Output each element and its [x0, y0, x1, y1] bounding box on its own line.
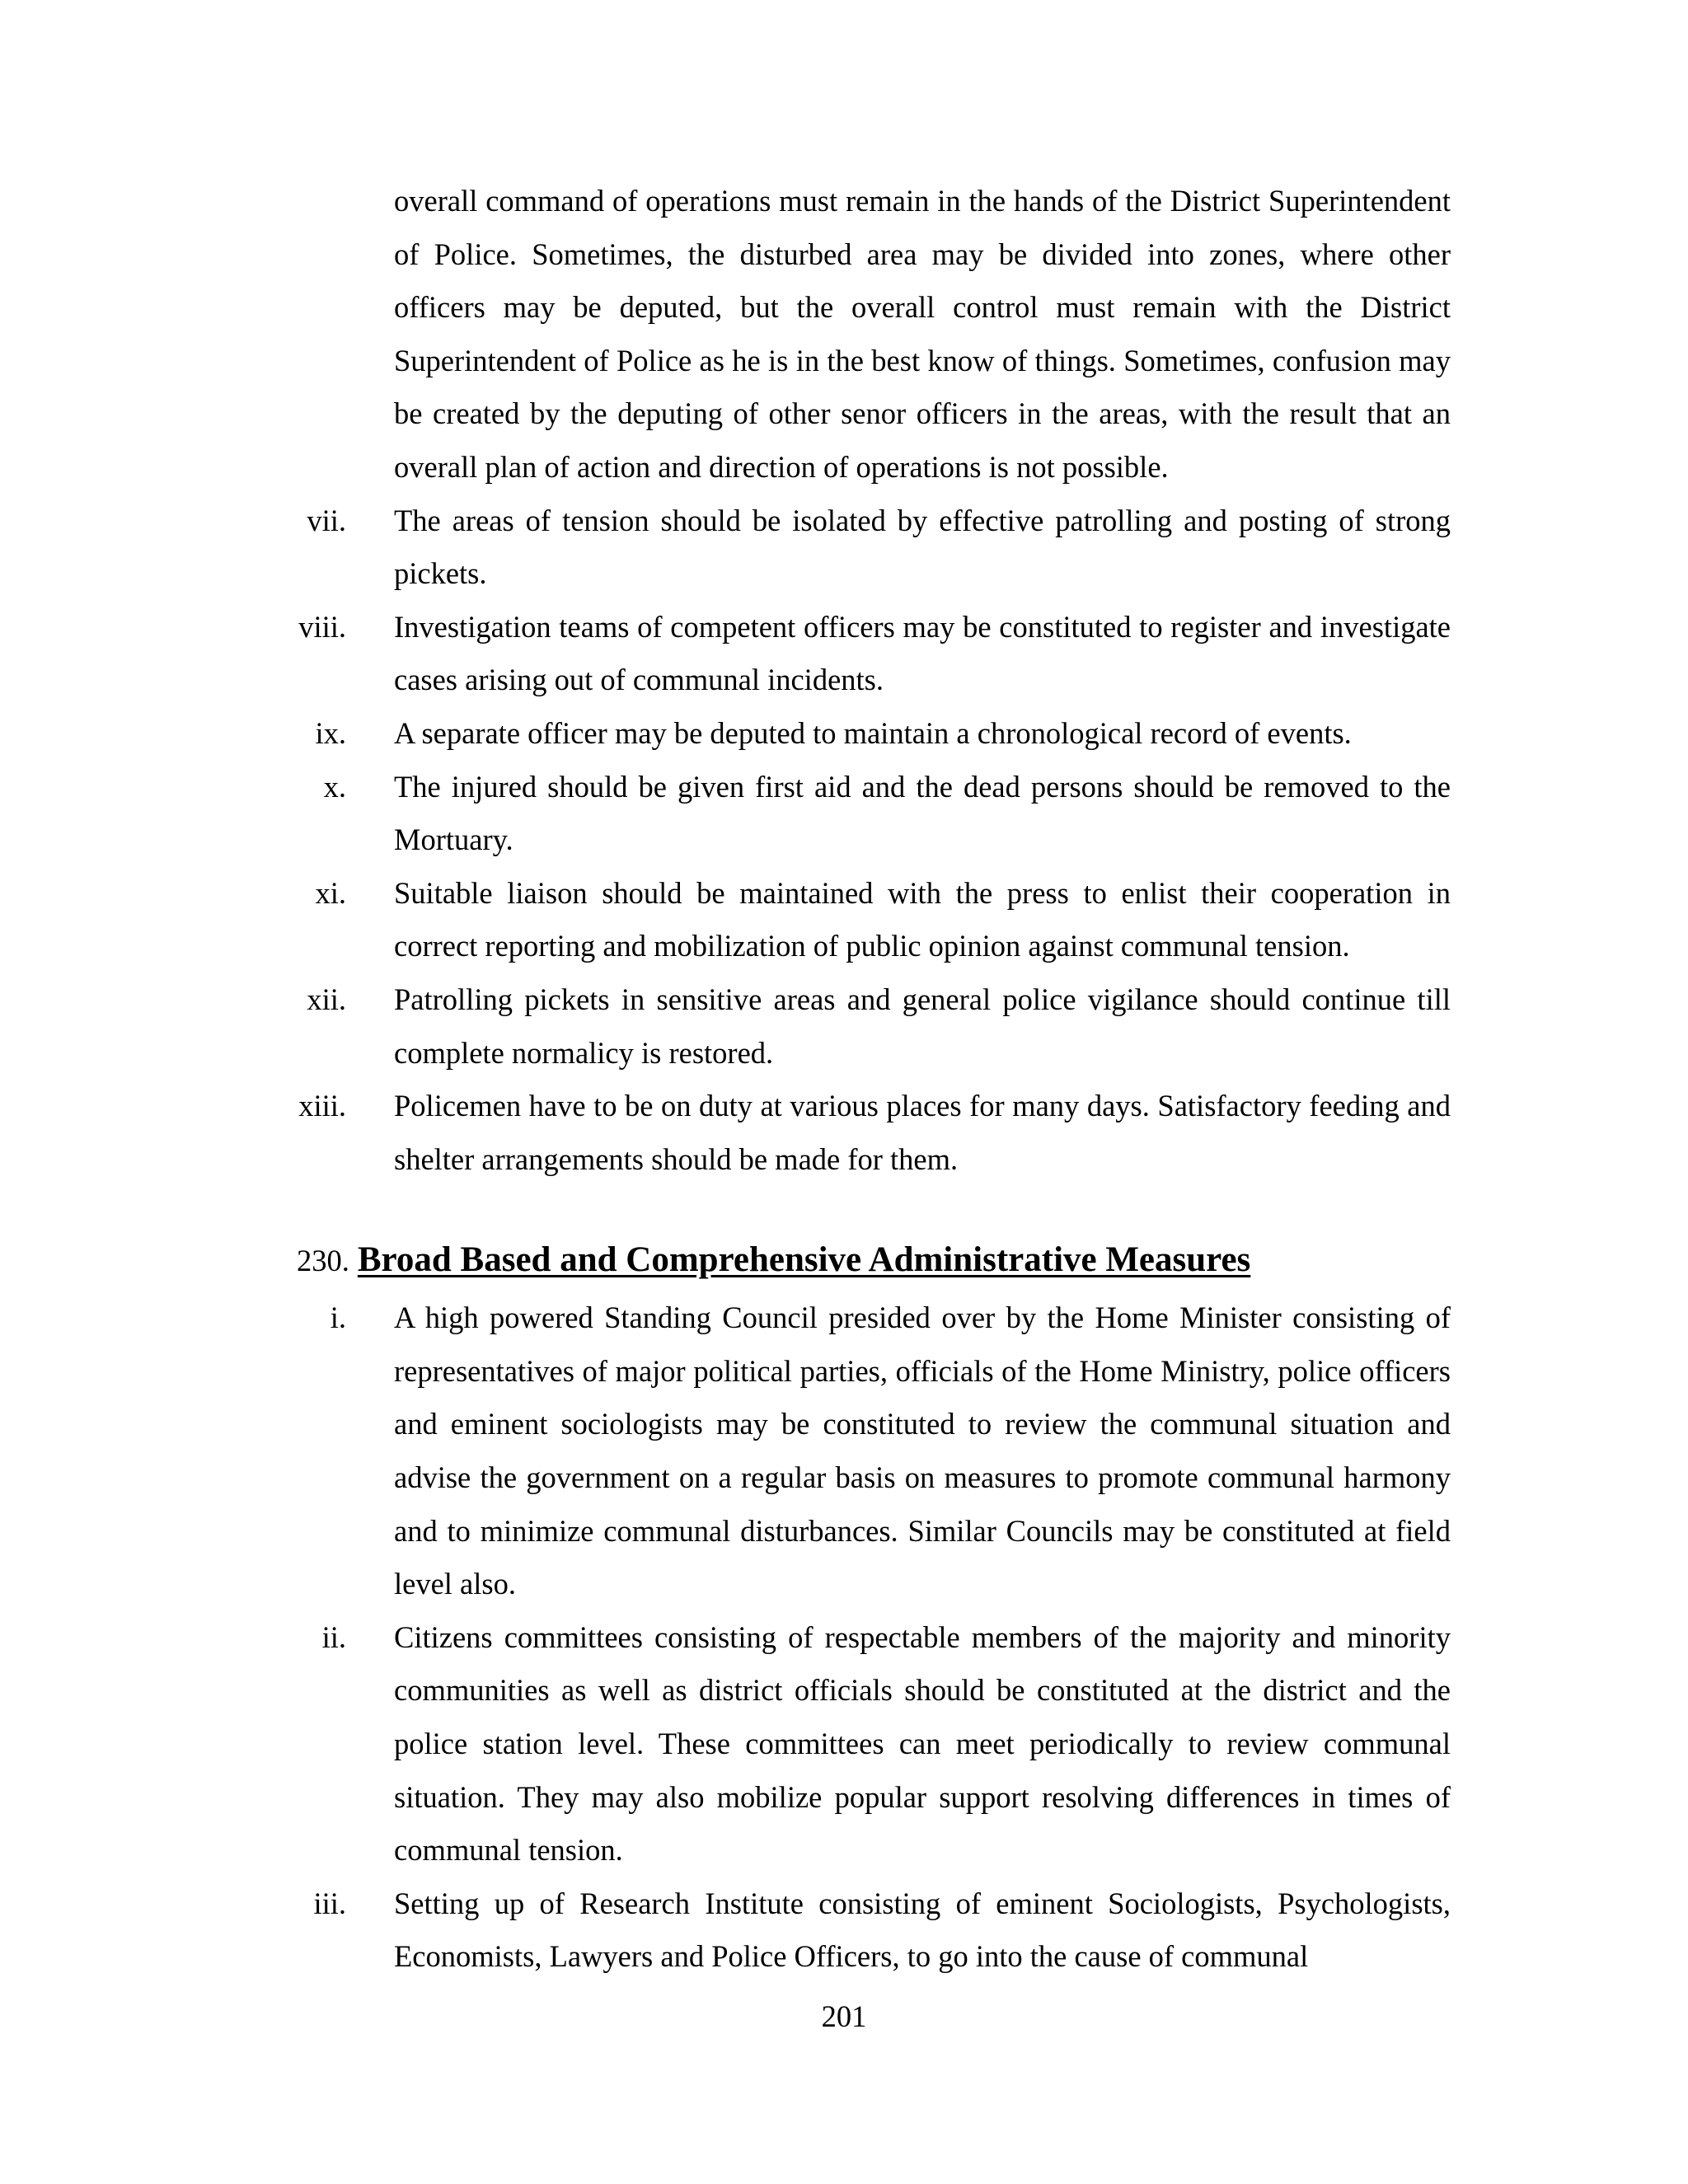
list-item-text: A high powered Standing Council presided over by the Home Minister consisting of representatives of major political parties, officials of the Home Ministry, police officers and eminent sociologists may be constituted to review the communal situation and advise the government on a regular basis on measures to promote communal harmony and to minimize communal disturbances. Similar Councils may be constituted at field level also. [394, 1301, 1451, 1601]
list-item-number: xiii. [298, 1089, 346, 1123]
section-heading [297, 1234, 1451, 1286]
list-item-number: viii. [298, 609, 346, 644]
list-two [297, 1291, 1451, 1984]
list-item [297, 867, 1451, 973]
list-item-number: vii. [307, 503, 346, 537]
list-item-text: A separate officer may be deputed to maintain a chronological record of events. [394, 715, 1352, 750]
page-content [297, 175, 1451, 1984]
list-item [297, 973, 1451, 1080]
section-title: Broad Based and Comprehensive Administrative Measures [357, 1240, 1251, 1280]
list-item-number: x. [323, 769, 346, 804]
list-item-number: xi. [315, 875, 346, 910]
list-item-text: Citizens committees consisting of respectable members of the majority and minority communities as well as district officials should be constituted at the district and the police station level. These committees can meet periodically to review communal situation. They may also mobilize popular support resolving differences in times of communal tension. [394, 1619, 1451, 1868]
list-item-text: Policemen have to be on duty at various places for many days. Satisfactory feeding and shelter arrangements should be made for them. [394, 1089, 1451, 1176]
list-item [297, 1611, 1451, 1877]
list-item-number: xii. [307, 982, 346, 1016]
list-item-text: The injured should be given first aid and the dead persons should be removed to the Mortuary. [394, 769, 1451, 857]
list-item [297, 494, 1451, 601]
list-item-number: iii. [313, 1886, 346, 1920]
list-item [297, 601, 1451, 707]
list-item-text: Suitable liaison should be maintained with the press to enlist their cooperation in correct reporting and mobilization of public opinion against communal tension. [394, 875, 1451, 963]
list-item-text: Setting up of Research Institute consisting of eminent Sociologists, Psychologists, Economists, Lawyers and Police Officers, to go into the cause of communal [394, 1886, 1451, 1974]
list-item [297, 707, 1451, 761]
section-number: 230. [297, 1244, 349, 1278]
list-item-number: ii. [321, 1619, 346, 1654]
list-item [297, 1080, 1451, 1186]
intro-paragraph: overall command of operations must remain in the hands of the District Superintendent of Police. Sometimes, the disturbed area may be divided into zones, where other officers may be deputed, but the overall control must remain with the District Superintendent of Police as he is in the best know of things. Sometimes, confusion may be created by the deputing of other senor officers in the areas, with the result that an overall plan of action and direction of operations is not possible. [394, 184, 1451, 484]
list-item-number: i. [330, 1301, 346, 1335]
list-item [297, 1877, 1451, 1984]
page-number: 201 [821, 1999, 867, 2033]
list-item-text: Investigation teams of competent officers may be constituted to register and investigate cases arising out of communal incidents. [394, 609, 1451, 697]
list-item [297, 761, 1451, 867]
list-item-text: Patrolling pickets in sensitive areas and general police vigilance should continue till complete normalicy is restored. [394, 982, 1451, 1070]
list-item-text: The areas of tension should be isolated by effective patrolling and posting of strong pickets. [394, 503, 1451, 591]
list-one [297, 494, 1451, 1187]
list-item [297, 1291, 1451, 1611]
list-item-number: ix. [315, 715, 346, 750]
